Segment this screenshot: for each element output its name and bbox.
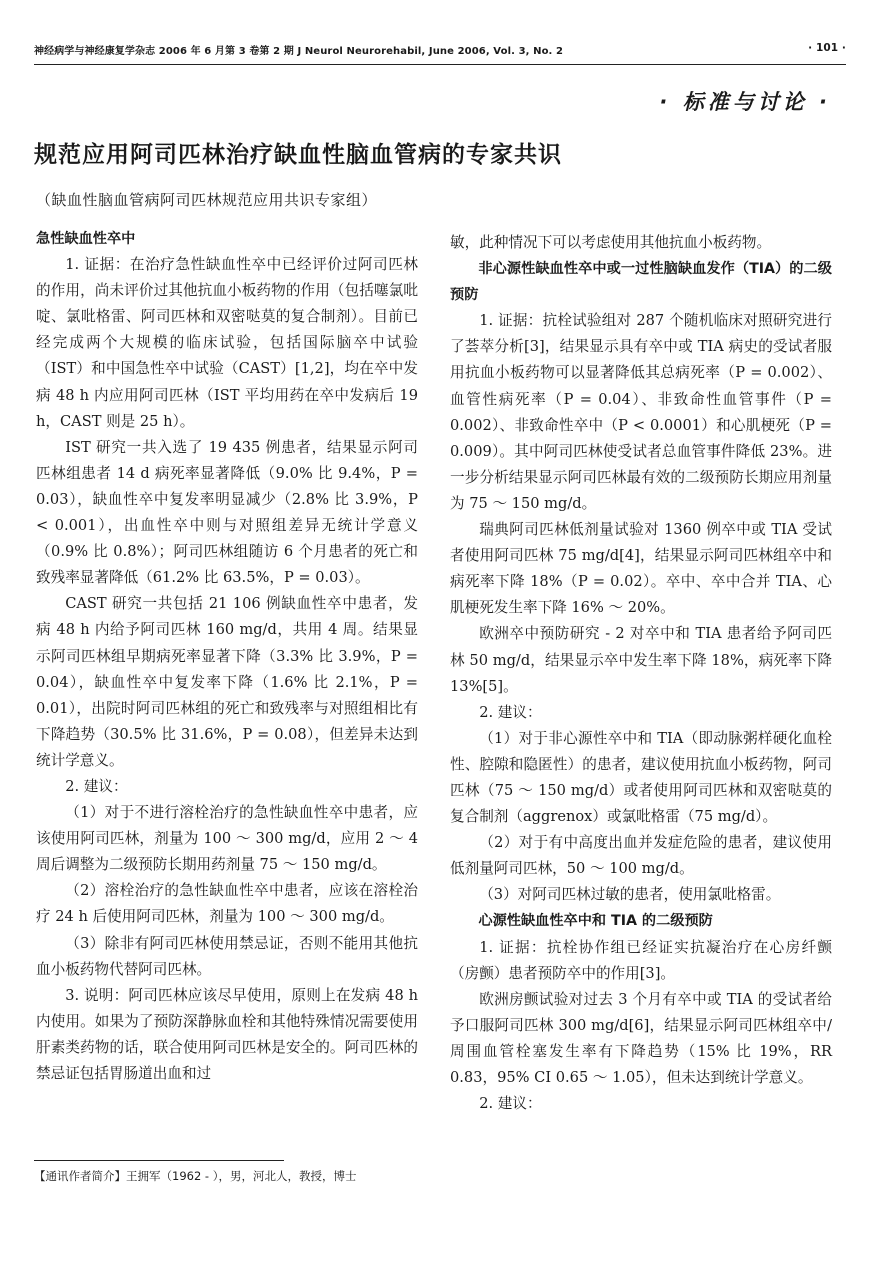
article-title: 规范应用阿司匹林治疗缺血性脑血管病的专家共识 [34,142,562,168]
paragraph: （3）对阿司匹林过敏的患者，使用氯吡格雷。 [479,886,781,904]
author-group: （缺血性脑血管病阿司匹林规范应用共识专家组） [36,191,378,209]
paragraph: 1. 证据：在治疗急性缺血性卒中已经评价过阿司匹林的作用，尚未评价过其他抗血小板药物的作用（包括噻氯吡啶、氯吡格雷、阿司匹林和双密哒莫的复合制剂）。目前已经完成两个大规模的临床试验，包括国际脑卒中试验（IST）和中国急性卒中试验（CAST）[1,2]，均在卒中发病 48 h 内应用阿司匹林（IST 平均用药在卒中发病后 19 h，CAST 则是 25 h）。 [36,256,418,430]
left-column [36,226,418,1087]
paragraph: 1. 证据：抗栓试验组对 287 个随机临床对照研究进行了荟萃分析[3]，结果显示具有卒中或 TIA 病史的受试者服用抗血小板药物可以显著降低其总病死率（P = 0.002）、血管性病死率（P = 0.04）、非致命性血管事件（P = 0.002）、非致命性卒中（P < 0.0001）和心肌梗死（P = 0.009）。其中阿司匹林使受试者总血管事件降低 23%。进一步分析结果显示阿司匹林最有效的二级预防长期应用剂量为 75 ～ 150 mg/d。 [450,312,832,512]
footnote-rule [34,1160,284,1161]
paragraph: 2. 建议： [479,703,542,721]
right-column [450,230,832,1117]
section-heading: 急性缺血性卒中 [36,231,136,247]
header-rule [34,64,846,65]
paragraph: （1）对于不进行溶栓治疗的急性缺血性卒中患者，应该使用阿司匹林，剂量为 100 ～ 300 mg/d，应用 2 ～ 4 周后调整为二级预防长期用药剂量 75 ～ 150 mg/d。 [36,804,418,874]
paragraph: （2）溶栓治疗的急性缺血性卒中患者，应该在溶栓治疗 24 h 后使用阿司匹林，剂量为 100 ～ 300 mg/d。 [36,882,418,926]
paragraph: CAST 研究一共包括 21 106 例缺血性卒中患者，发病 48 h 内给予阿司匹林 160 mg/d，共用 4 周。结果显示阿司匹林组早期病死率显著下降（3.3% 比 3.9%，P = 0.04），缺血性卒中复发率下降（1.6% 比 2.1%，P = 0.01），出院时阿司匹林组的死亡和致残率与对照组相比有下降趋势（30.5% 比 31.6%，P = 0.08），但差异未达到统计学意义。 [36,595,418,769]
paragraph: 欧洲卒中预防研究 - 2 对卒中和 TIA 患者给予阿司匹林 50 mg/d，结果显示卒中发生率下降 18%，病死率下降 13%[5]。 [450,625,832,695]
paragraph: 瑞典阿司匹林低剂量试验对 1360 例卒中或 TIA 受试者使用阿司匹林 75 mg/d[4]，结果显示阿司匹林组卒中和病死率下降 18%（P = 0.02）。卒中、卒中合并 TIA、心肌梗死发生率下降 16% ～ 20%。 [450,521,832,617]
author-footnote: 【通讯作者简介】王拥军（1962 - ），男，河北人，教授，博士 [34,1169,357,1183]
paragraph: 欧洲房颤试验对过去 3 个月有卒中或 TIA 的受试者给予口服阿司匹林 300 mg/d[6]，结果显示阿司匹林组卒中/周围血管栓塞发生率有下降趋势（15% 比 19%，RR 0.83，95% CI 0.65 ～ 1.05），但未达到统计学意义。 [450,990,832,1086]
section-tag: · 标准与讨论 · [659,90,831,114]
section-heading: 心源性缺血性卒中和 TIA 的二级预防 [478,913,713,930]
paragraph: IST 研究一共入选了 19 435 例患者，结果显示阿司匹林组患者 14 d 病死率显著降低（9.0% 比 9.4%，P = 0.03），缺血性卒中复发率明显减少（2.8% 比 3.9%，P < 0.001），出血性卒中则与对照组差异无统计学意义（0.9% 比 0.8%）；阿司匹林组随访 6 个月患者的死亡和致残率显著降低（61.2% 比 63.5%，P = 0.03）。 [36,438,418,587]
page-number: · 101 · [808,42,846,54]
paragraph: 敏，此种情况下可以考虑使用其他抗血小板药物。 [450,234,772,251]
paragraph: 1. 证据：抗栓协作组已经证实抗凝治疗在心房纤颤（房颤）患者预防卒中的作用[3]。 [450,938,832,982]
paragraph: （1）对于非心源性卒中和 TIA（即动脉粥样硬化血栓性、腔隙和隐匿性）的患者，建议使用抗血小板药物，阿司匹林（75 ～ 150 mg/d）或者使用阿司匹林和双密哒莫的复合制剂（aggrenox）或氯吡格雷（75 mg/d）。 [450,729,832,826]
section-heading: 非心源性缺血性卒中或一过性脑缺血发作（TIA）的二级预防 [450,261,832,304]
paragraph: （2）对于有中高度出血并发症危险的患者，建议使用低剂量阿司匹林，50 ～ 100 mg/d。 [450,834,832,878]
paragraph: 2. 建议： [65,777,128,795]
paragraph: 3. 说明：阿司匹林应该尽早使用，原则上在发病 48 h 内使用。如果为了预防深静脉血栓和其他特殊情况需要使用肝素类药物的话，联合使用阿司匹林是安全的。阿司匹林的禁忌证包括胃肠道出血和过 [36,986,418,1082]
journal-citation: 神经病学与神经康复学杂志 2006 年 6 月第 3 卷第 2 期 J Neurol Neurorehabil, June 2006, Vol. 3, No. 2 [34,46,564,57]
paragraph: 2. 建议： [479,1095,542,1113]
running-head [34,40,846,60]
paragraph: （3）除非有阿司匹林使用禁忌证，否则不能用其他抗血小板药物代替阿司匹林。 [36,934,418,978]
